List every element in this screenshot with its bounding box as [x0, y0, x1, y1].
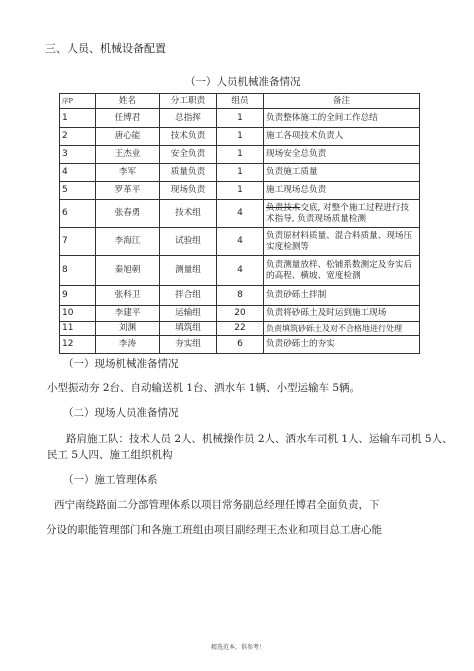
- row-note: 负责砂砾土拌制: [264, 286, 420, 306]
- row-name: 秦旭朝: [96, 256, 160, 286]
- struck-text: 负责技术: [266, 202, 301, 213]
- row-duty: 夯实组: [160, 336, 217, 354]
- row-number: 6: [60, 200, 96, 228]
- row-members: 20: [217, 306, 264, 322]
- system-text-line1: 西宁南绕路面二分部管理体系以项目常务副总经理任博君全面负责，下: [54, 499, 380, 511]
- header-members: 组员: [217, 94, 264, 109]
- row-members: 8: [217, 286, 264, 306]
- row-members: 4: [217, 228, 264, 256]
- row-note: 负责测量放样、松铺系数测定及夯实后的高程、横坡、宽度检测: [264, 256, 420, 286]
- system-heading: （一）施工管理体系: [63, 474, 158, 486]
- row-duty: 拌合组: [160, 286, 217, 306]
- header-note: 备注: [264, 94, 420, 109]
- staff-text-line2: 民工 5人四、施工组织机构: [47, 449, 173, 461]
- row-duty: 现场负责: [160, 182, 217, 200]
- row-number: 8: [60, 256, 96, 286]
- row-name: 刘渊: [96, 322, 160, 336]
- row-members: 1: [217, 164, 264, 182]
- row-number: 11: [60, 322, 96, 336]
- staff-heading: （二）现场人员准备情况: [63, 407, 179, 419]
- row-members: 22: [217, 322, 264, 336]
- row-number: 5: [60, 182, 96, 200]
- table-row: [60, 164, 420, 182]
- row-members: 1: [217, 146, 264, 164]
- row-note: 负责砂砾土的夯实: [264, 336, 420, 354]
- row-name: 李建平: [96, 306, 160, 322]
- row-name: 李军: [96, 164, 160, 182]
- row-duty: 总指挥: [160, 109, 217, 128]
- row-members: 6: [217, 336, 264, 354]
- table-row: [60, 128, 420, 146]
- row-members: 1: [217, 182, 264, 200]
- row-note: 现场安全总负责: [264, 146, 420, 164]
- header-duty: 分工职责: [160, 94, 217, 109]
- table-row: [60, 336, 420, 354]
- row-duty: 技术组: [160, 200, 217, 228]
- row-members: 1: [217, 128, 264, 146]
- row-name: 张春勇: [96, 200, 160, 228]
- row-number: 3: [60, 146, 96, 164]
- row-number: 4: [60, 164, 96, 182]
- row-number: 9: [60, 286, 96, 306]
- table-row: [60, 228, 420, 256]
- row-note: [264, 200, 420, 228]
- staff-text-line1: 路肩施工队：技术人员 2人、机械操作员 2人、洒水车司机 1人、运输车司机 5人、: [66, 433, 453, 445]
- table-row: [60, 256, 420, 286]
- system-text-line2: 分设的职能管理部门和各施工班组由项目副经理王杰业和项目总工唐心能: [46, 524, 382, 536]
- row-number: 2: [60, 128, 96, 146]
- row-note: 负责整体施工的全间工作总结: [264, 109, 420, 128]
- row-name: 李海江: [96, 228, 160, 256]
- header-number: 序P: [60, 94, 96, 109]
- table-row: [60, 109, 420, 128]
- row-note: 施工各项技术负责人: [264, 128, 420, 146]
- row-duty: 试验组: [160, 228, 217, 256]
- table-header-row: [60, 94, 420, 109]
- row-members: 1: [217, 109, 264, 128]
- row-note: 负责将砂砾土及时运到施工现场: [264, 306, 420, 322]
- row-number: 10: [60, 306, 96, 322]
- row-name: 唐心能: [96, 128, 160, 146]
- table-row: [60, 306, 420, 322]
- row-duty: 质量负责: [160, 164, 217, 182]
- note-text: 交底, 对整个施工过程进行技术指导, 负责现场质量检测: [266, 202, 409, 224]
- row-duty: 填筑组: [160, 322, 217, 336]
- row-members: 4: [217, 200, 264, 228]
- row-name: 王杰业: [96, 146, 160, 164]
- row-duty: 安全负责: [160, 146, 217, 164]
- header-name: 姓名: [96, 94, 160, 109]
- table-caption: （一）人员机械准备情况: [185, 76, 301, 88]
- table-row: [60, 182, 420, 200]
- machinery-heading: （一）现场机械准备情况: [63, 358, 179, 370]
- row-number: 7: [60, 228, 96, 256]
- section-title: 三、人员、机械设备配置: [45, 42, 166, 55]
- page-footer: 精选范本，供参考！: [211, 644, 266, 651]
- row-note: 施工现场总负责: [264, 182, 420, 200]
- row-number: 1: [60, 109, 96, 128]
- row-members: 4: [217, 256, 264, 286]
- row-note: 负责原材料质量、混合料质量、现场压实度检测等: [264, 228, 420, 256]
- table-row: [60, 322, 420, 336]
- row-name: 李涛: [96, 336, 160, 354]
- row-duty: 运输组: [160, 306, 217, 322]
- row-duty: 技术负责: [160, 128, 217, 146]
- row-name: 张科卫: [96, 286, 160, 306]
- table-row: [60, 286, 420, 306]
- row-number: 12: [60, 336, 96, 354]
- row-name: 任博君: [96, 109, 160, 128]
- row-note: 负责填筑砂砾土及对不合格地进行处理: [264, 322, 420, 336]
- table-row: [60, 200, 420, 228]
- row-name: 罗革平: [96, 182, 160, 200]
- row-note: 负责施工质量: [264, 164, 420, 182]
- staff-table: [59, 93, 420, 354]
- row-duty: 测量组: [160, 256, 217, 286]
- machinery-text: 小型振动夯 2台、自动输送机 1台、洒水车 1辆、小型运输车 5辆。: [47, 382, 361, 394]
- table-row: [60, 146, 420, 164]
